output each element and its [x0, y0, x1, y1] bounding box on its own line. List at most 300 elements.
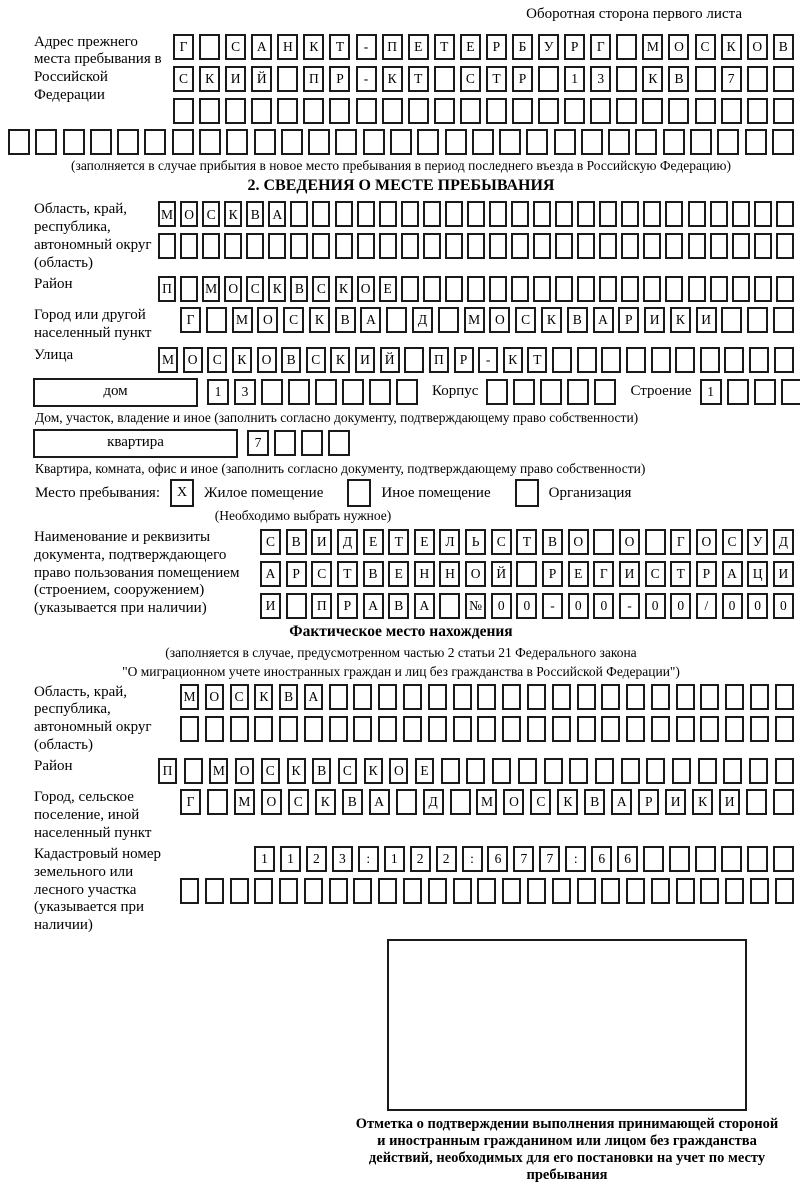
- char-box[interactable]: [665, 201, 683, 227]
- char-box[interactable]: Р: [329, 66, 350, 92]
- char-box[interactable]: [378, 878, 397, 904]
- char-box[interactable]: О: [357, 276, 375, 302]
- char-box[interactable]: [144, 129, 166, 155]
- char-box[interactable]: [184, 758, 203, 784]
- char-box[interactable]: [635, 129, 657, 155]
- char-box[interactable]: К: [232, 347, 252, 373]
- char-box[interactable]: О: [489, 307, 510, 333]
- char-box[interactable]: К: [382, 66, 403, 92]
- char-box[interactable]: [533, 233, 551, 259]
- char-box[interactable]: X: [170, 479, 194, 507]
- char-box[interactable]: [277, 98, 298, 124]
- char-box[interactable]: 0: [593, 593, 614, 619]
- char-box[interactable]: О: [465, 561, 486, 587]
- char-box[interactable]: [254, 129, 276, 155]
- char-box[interactable]: Е: [388, 561, 409, 587]
- char-box[interactable]: В: [388, 593, 409, 619]
- char-box[interactable]: [230, 878, 249, 904]
- char-box[interactable]: [695, 66, 716, 92]
- char-box[interactable]: [595, 758, 614, 784]
- char-box[interactable]: Т: [516, 529, 537, 555]
- char-box[interactable]: Т: [388, 529, 409, 555]
- char-box[interactable]: М: [158, 201, 176, 227]
- char-box[interactable]: Е: [460, 34, 481, 60]
- char-box[interactable]: [721, 98, 742, 124]
- char-box[interactable]: [775, 758, 794, 784]
- char-box[interactable]: К: [335, 276, 353, 302]
- char-box[interactable]: [286, 593, 307, 619]
- char-box[interactable]: В: [286, 529, 307, 555]
- char-box[interactable]: [357, 233, 375, 259]
- char-box[interactable]: 2: [410, 846, 431, 872]
- char-box[interactable]: [502, 878, 521, 904]
- char-box[interactable]: О: [180, 201, 198, 227]
- char-box[interactable]: [329, 878, 348, 904]
- char-box[interactable]: И: [619, 561, 640, 587]
- char-box[interactable]: Р: [512, 66, 533, 92]
- house-type-box[interactable]: дом: [33, 378, 198, 407]
- char-box[interactable]: [90, 129, 112, 155]
- char-box[interactable]: [423, 276, 441, 302]
- char-box[interactable]: К: [254, 684, 273, 710]
- char-box[interactable]: Г: [593, 561, 614, 587]
- char-box[interactable]: 2: [436, 846, 457, 872]
- char-box[interactable]: В: [567, 307, 588, 333]
- char-box[interactable]: [423, 233, 441, 259]
- char-box[interactable]: [774, 347, 794, 373]
- char-box[interactable]: [417, 129, 439, 155]
- char-box[interactable]: [477, 878, 496, 904]
- char-box[interactable]: И: [260, 593, 281, 619]
- char-box[interactable]: [453, 878, 472, 904]
- char-box[interactable]: 7: [539, 846, 560, 872]
- char-box[interactable]: М: [642, 34, 663, 60]
- char-box[interactable]: П: [158, 758, 177, 784]
- char-box[interactable]: Е: [414, 529, 435, 555]
- char-box[interactable]: -: [356, 34, 377, 60]
- char-box[interactable]: В: [279, 684, 298, 710]
- char-box[interactable]: О: [696, 529, 717, 555]
- char-box[interactable]: [552, 347, 572, 373]
- char-box[interactable]: [773, 846, 794, 872]
- char-box[interactable]: [555, 201, 573, 227]
- char-box[interactable]: [379, 233, 397, 259]
- char-box[interactable]: С: [460, 66, 481, 92]
- char-box[interactable]: В: [584, 789, 605, 815]
- char-box[interactable]: Д: [423, 789, 444, 815]
- char-box[interactable]: [403, 716, 422, 742]
- char-box[interactable]: [527, 716, 546, 742]
- char-box[interactable]: У: [538, 34, 559, 60]
- char-box[interactable]: С: [306, 347, 326, 373]
- char-box[interactable]: [773, 307, 794, 333]
- char-box[interactable]: В: [312, 758, 331, 784]
- char-box[interactable]: [477, 716, 496, 742]
- char-box[interactable]: М: [202, 276, 220, 302]
- char-box[interactable]: [353, 684, 372, 710]
- char-box[interactable]: [732, 276, 750, 302]
- char-box[interactable]: А: [360, 307, 381, 333]
- char-box[interactable]: [750, 716, 769, 742]
- char-box[interactable]: С: [491, 529, 512, 555]
- char-box[interactable]: [643, 846, 664, 872]
- char-box[interactable]: [328, 430, 350, 456]
- char-box[interactable]: [347, 479, 371, 507]
- char-box[interactable]: [555, 276, 573, 302]
- char-box[interactable]: [434, 98, 455, 124]
- char-box[interactable]: [304, 716, 323, 742]
- char-box[interactable]: [445, 233, 463, 259]
- char-box[interactable]: И: [665, 789, 686, 815]
- char-box[interactable]: [205, 878, 224, 904]
- char-box[interactable]: [567, 379, 589, 405]
- char-box[interactable]: К: [330, 347, 350, 373]
- char-box[interactable]: Б: [512, 34, 533, 60]
- char-box[interactable]: [723, 758, 742, 784]
- char-box[interactable]: О: [183, 347, 203, 373]
- char-box[interactable]: И: [355, 347, 375, 373]
- char-box[interactable]: [489, 201, 507, 227]
- char-box[interactable]: 1: [700, 379, 722, 405]
- char-box[interactable]: О: [205, 684, 224, 710]
- char-box[interactable]: [158, 233, 176, 259]
- char-box[interactable]: 1: [384, 846, 405, 872]
- char-box[interactable]: Д: [773, 529, 794, 555]
- char-box[interactable]: 3: [590, 66, 611, 92]
- char-box[interactable]: О: [619, 529, 640, 555]
- char-box[interactable]: [781, 379, 800, 405]
- char-box[interactable]: [577, 716, 596, 742]
- char-box[interactable]: Р: [486, 34, 507, 60]
- char-box[interactable]: [776, 201, 794, 227]
- char-box[interactable]: [445, 276, 463, 302]
- char-box[interactable]: [180, 233, 198, 259]
- char-box[interactable]: [467, 201, 485, 227]
- char-box[interactable]: [564, 98, 585, 124]
- char-box[interactable]: [688, 233, 706, 259]
- char-box[interactable]: [445, 129, 467, 155]
- char-box[interactable]: И: [696, 307, 717, 333]
- char-box[interactable]: [467, 276, 485, 302]
- char-box[interactable]: О: [668, 34, 689, 60]
- char-box[interactable]: [577, 276, 595, 302]
- char-box[interactable]: [308, 129, 330, 155]
- char-box[interactable]: И: [644, 307, 665, 333]
- char-box[interactable]: [665, 276, 683, 302]
- char-box[interactable]: [516, 561, 537, 587]
- char-box[interactable]: [749, 347, 769, 373]
- char-box[interactable]: [725, 878, 744, 904]
- char-box[interactable]: [288, 379, 310, 405]
- char-box[interactable]: [117, 129, 139, 155]
- char-box[interactable]: Т: [408, 66, 429, 92]
- char-box[interactable]: [401, 276, 419, 302]
- char-box[interactable]: :: [565, 846, 586, 872]
- char-box[interactable]: К: [557, 789, 578, 815]
- char-box[interactable]: 6: [487, 846, 508, 872]
- char-box[interactable]: [526, 129, 548, 155]
- char-box[interactable]: [581, 129, 603, 155]
- char-box[interactable]: [626, 684, 645, 710]
- char-box[interactable]: [626, 878, 645, 904]
- char-box[interactable]: О: [257, 307, 278, 333]
- char-box[interactable]: [651, 347, 671, 373]
- char-box[interactable]: В: [773, 34, 794, 60]
- char-box[interactable]: [499, 129, 521, 155]
- char-box[interactable]: Й: [380, 347, 400, 373]
- char-box[interactable]: А: [260, 561, 281, 587]
- char-box[interactable]: [489, 276, 507, 302]
- char-box[interactable]: Т: [329, 34, 350, 60]
- char-box[interactable]: [599, 233, 617, 259]
- char-box[interactable]: 0: [491, 593, 512, 619]
- char-box[interactable]: [747, 66, 768, 92]
- char-box[interactable]: -: [619, 593, 640, 619]
- char-box[interactable]: [401, 201, 419, 227]
- char-box[interactable]: А: [593, 307, 614, 333]
- char-box[interactable]: 1: [207, 379, 229, 405]
- char-box[interactable]: [356, 98, 377, 124]
- char-box[interactable]: 3: [332, 846, 353, 872]
- char-box[interactable]: [207, 789, 228, 815]
- char-box[interactable]: С: [338, 758, 357, 784]
- char-box[interactable]: [438, 307, 459, 333]
- char-box[interactable]: [601, 347, 621, 373]
- char-box[interactable]: О: [261, 789, 282, 815]
- char-box[interactable]: Р: [337, 593, 358, 619]
- char-box[interactable]: [749, 758, 768, 784]
- char-box[interactable]: [512, 98, 533, 124]
- char-box[interactable]: [676, 716, 695, 742]
- char-box[interactable]: [518, 758, 537, 784]
- char-box[interactable]: 6: [617, 846, 638, 872]
- char-box[interactable]: [599, 201, 617, 227]
- char-box[interactable]: [676, 878, 695, 904]
- char-box[interactable]: [486, 98, 507, 124]
- char-box[interactable]: Е: [363, 529, 384, 555]
- char-box[interactable]: 0: [747, 593, 768, 619]
- char-box[interactable]: К: [541, 307, 562, 333]
- char-box[interactable]: [569, 758, 588, 784]
- char-box[interactable]: 2: [306, 846, 327, 872]
- char-box[interactable]: [621, 758, 640, 784]
- char-box[interactable]: О: [389, 758, 408, 784]
- char-box[interactable]: 0: [645, 593, 666, 619]
- char-box[interactable]: С: [288, 789, 309, 815]
- char-box[interactable]: [404, 347, 424, 373]
- char-box[interactable]: [621, 233, 639, 259]
- char-box[interactable]: [533, 276, 551, 302]
- char-box[interactable]: С: [515, 307, 536, 333]
- char-box[interactable]: [277, 66, 298, 92]
- char-box[interactable]: [502, 716, 521, 742]
- char-box[interactable]: К: [692, 789, 713, 815]
- char-box[interactable]: [423, 201, 441, 227]
- char-box[interactable]: [342, 379, 364, 405]
- char-box[interactable]: [180, 716, 199, 742]
- char-box[interactable]: П: [429, 347, 449, 373]
- char-box[interactable]: [353, 716, 372, 742]
- char-box[interactable]: [750, 878, 769, 904]
- char-box[interactable]: Е: [408, 34, 429, 60]
- char-box[interactable]: Д: [412, 307, 433, 333]
- char-box[interactable]: [428, 878, 447, 904]
- char-box[interactable]: [754, 379, 776, 405]
- char-box[interactable]: [746, 789, 767, 815]
- char-box[interactable]: [651, 716, 670, 742]
- char-box[interactable]: А: [722, 561, 743, 587]
- char-box[interactable]: 0: [773, 593, 794, 619]
- char-box[interactable]: [695, 98, 716, 124]
- char-box[interactable]: [544, 758, 563, 784]
- char-box[interactable]: [434, 66, 455, 92]
- char-box[interactable]: В: [668, 66, 689, 92]
- char-box[interactable]: [513, 379, 535, 405]
- char-box[interactable]: [279, 716, 298, 742]
- char-box[interactable]: М: [232, 307, 253, 333]
- char-box[interactable]: В: [542, 529, 563, 555]
- char-box[interactable]: [672, 758, 691, 784]
- char-box[interactable]: [329, 716, 348, 742]
- char-box[interactable]: [268, 233, 286, 259]
- char-box[interactable]: [599, 276, 617, 302]
- char-box[interactable]: Е: [568, 561, 589, 587]
- char-box[interactable]: [643, 276, 661, 302]
- char-box[interactable]: И: [225, 66, 246, 92]
- char-box[interactable]: [593, 529, 614, 555]
- char-box[interactable]: :: [462, 846, 483, 872]
- char-box[interactable]: [441, 758, 460, 784]
- char-box[interactable]: [261, 379, 283, 405]
- char-box[interactable]: [616, 34, 637, 60]
- char-box[interactable]: [773, 98, 794, 124]
- char-box[interactable]: А: [304, 684, 323, 710]
- char-box[interactable]: Г: [670, 529, 691, 555]
- char-box[interactable]: [329, 98, 350, 124]
- char-box[interactable]: [353, 878, 372, 904]
- char-box[interactable]: [251, 98, 272, 124]
- char-box[interactable]: [172, 129, 194, 155]
- char-box[interactable]: О: [224, 276, 242, 302]
- char-box[interactable]: 6: [591, 846, 612, 872]
- char-box[interactable]: 0: [670, 593, 691, 619]
- char-box[interactable]: [527, 878, 546, 904]
- char-box[interactable]: Й: [491, 561, 512, 587]
- char-box[interactable]: [745, 129, 767, 155]
- char-box[interactable]: М: [180, 684, 199, 710]
- char-box[interactable]: [577, 684, 596, 710]
- char-box[interactable]: Г: [180, 307, 201, 333]
- char-box[interactable]: [688, 201, 706, 227]
- char-box[interactable]: С: [311, 561, 332, 587]
- char-box[interactable]: [590, 98, 611, 124]
- char-box[interactable]: [594, 379, 616, 405]
- char-box[interactable]: Д: [337, 529, 358, 555]
- char-box[interactable]: [577, 347, 597, 373]
- apartment-type-box[interactable]: квартира: [33, 429, 238, 458]
- char-box[interactable]: 0: [722, 593, 743, 619]
- char-box[interactable]: [710, 201, 728, 227]
- char-box[interactable]: О: [235, 758, 254, 784]
- char-box[interactable]: [676, 684, 695, 710]
- char-box[interactable]: 0: [516, 593, 537, 619]
- char-box[interactable]: [721, 846, 742, 872]
- char-box[interactable]: 3: [234, 379, 256, 405]
- char-box[interactable]: С: [722, 529, 743, 555]
- char-box[interactable]: [303, 98, 324, 124]
- char-box[interactable]: [378, 684, 397, 710]
- char-box[interactable]: [335, 233, 353, 259]
- char-box[interactable]: Т: [527, 347, 547, 373]
- char-box[interactable]: [279, 878, 298, 904]
- char-box[interactable]: [538, 66, 559, 92]
- char-box[interactable]: В: [246, 201, 264, 227]
- char-box[interactable]: Р: [638, 789, 659, 815]
- char-box[interactable]: [304, 878, 323, 904]
- char-box[interactable]: [577, 878, 596, 904]
- char-box[interactable]: [651, 684, 670, 710]
- char-box[interactable]: В: [342, 789, 363, 815]
- char-box[interactable]: [700, 347, 720, 373]
- char-box[interactable]: О: [257, 347, 277, 373]
- char-box[interactable]: [502, 684, 521, 710]
- char-box[interactable]: [675, 347, 695, 373]
- char-box[interactable]: П: [303, 66, 324, 92]
- char-box[interactable]: [290, 233, 308, 259]
- char-box[interactable]: К: [199, 66, 220, 92]
- char-box[interactable]: [601, 716, 620, 742]
- char-box[interactable]: М: [464, 307, 485, 333]
- char-box[interactable]: [408, 98, 429, 124]
- char-box[interactable]: К: [670, 307, 691, 333]
- char-box[interactable]: Г: [180, 789, 201, 815]
- char-box[interactable]: [226, 129, 248, 155]
- char-box[interactable]: В: [363, 561, 384, 587]
- char-box[interactable]: С: [230, 684, 249, 710]
- char-box[interactable]: [552, 878, 571, 904]
- char-box[interactable]: [492, 758, 511, 784]
- char-box[interactable]: [173, 98, 194, 124]
- char-box[interactable]: Л: [439, 529, 460, 555]
- char-box[interactable]: К: [642, 66, 663, 92]
- char-box[interactable]: -: [542, 593, 563, 619]
- char-box[interactable]: [690, 129, 712, 155]
- char-box[interactable]: [290, 201, 308, 227]
- char-box[interactable]: Г: [173, 34, 194, 60]
- char-box[interactable]: [369, 379, 391, 405]
- char-box[interactable]: Ц: [747, 561, 768, 587]
- char-box[interactable]: [651, 878, 670, 904]
- char-box[interactable]: [555, 233, 573, 259]
- char-box[interactable]: [396, 789, 417, 815]
- char-box[interactable]: [533, 201, 551, 227]
- char-box[interactable]: С: [260, 529, 281, 555]
- char-box[interactable]: [199, 34, 220, 60]
- char-box[interactable]: Р: [542, 561, 563, 587]
- char-box[interactable]: [511, 276, 529, 302]
- char-box[interactable]: К: [721, 34, 742, 60]
- char-box[interactable]: [246, 233, 264, 259]
- char-box[interactable]: [401, 233, 419, 259]
- char-box[interactable]: А: [268, 201, 286, 227]
- char-box[interactable]: 7: [247, 430, 269, 456]
- char-box[interactable]: М: [209, 758, 228, 784]
- char-box[interactable]: К: [303, 34, 324, 60]
- char-box[interactable]: Р: [618, 307, 639, 333]
- char-box[interactable]: А: [369, 789, 390, 815]
- char-box[interactable]: [601, 684, 620, 710]
- char-box[interactable]: [35, 129, 57, 155]
